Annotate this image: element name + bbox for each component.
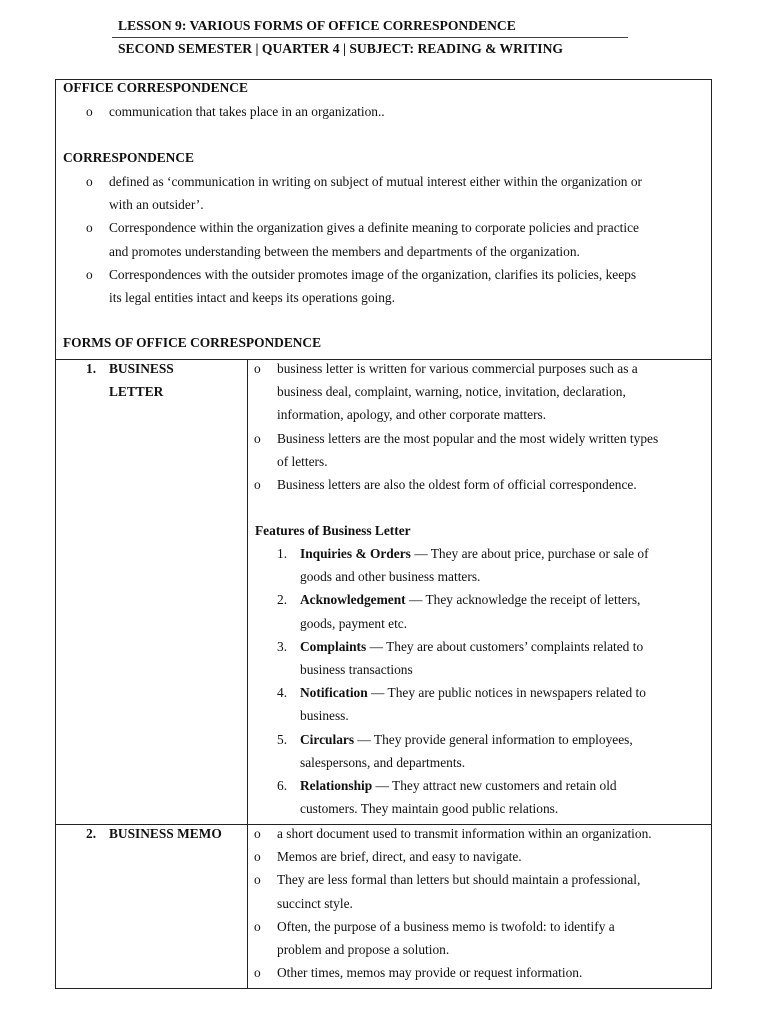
feature-desc: — They acknowledge the receipt of letters, bbox=[405, 592, 641, 608]
lesson-subtitle: SECOND SEMESTER | QUARTER 4 | SUBJECT: READING & WRITING bbox=[118, 41, 563, 56]
feature-line bbox=[300, 681, 646, 704]
table-row bbox=[55, 359, 712, 825]
bullet-marker: o bbox=[86, 174, 93, 189]
row-number: 2. bbox=[86, 826, 97, 841]
forms-heading: FORMS OF OFFICE CORRESPONDENCE bbox=[63, 335, 322, 350]
feature-desc: — They are public notices in newspapers related to bbox=[367, 685, 646, 701]
bullet-text: Memos are brief, direct, and easy to navigate. bbox=[277, 849, 522, 865]
row-label-text: BUSINESS bbox=[109, 361, 174, 376]
lesson-title: LESSON 9: VARIOUS FORMS OF OFFICE CORRESPONDENCE bbox=[118, 18, 516, 33]
bullet-text: Business letters are also the oldest form of official correspondence. bbox=[277, 477, 637, 492]
feature-desc: business transactions bbox=[300, 662, 413, 677]
row-number: 1. bbox=[86, 361, 97, 376]
bullet-text: Correspondence within the organization gives a definite meaning to corporate policies and practice bbox=[109, 220, 639, 236]
intro-section bbox=[55, 79, 712, 359]
feature-number: 2. bbox=[277, 592, 288, 608]
bullet-text: They are less formal than letters but should maintain a professional, bbox=[277, 872, 641, 888]
feature-term: Acknowledgement bbox=[300, 592, 406, 608]
bullet-text: a short document used to transmit information within an organization. bbox=[277, 826, 652, 841]
bullet-text: communication that takes place in an organization.. bbox=[109, 104, 385, 119]
header-rule bbox=[112, 37, 628, 38]
feature-term: Relationship bbox=[300, 778, 373, 793]
column-divider bbox=[247, 825, 248, 988]
feature-number: 4. bbox=[277, 685, 288, 701]
feature-term: Inquiries & Orders bbox=[300, 546, 411, 561]
bullet-text: problem and propose a solution. bbox=[277, 942, 450, 957]
bullet-marker: o bbox=[254, 872, 261, 888]
feature-number: 1. bbox=[277, 546, 288, 561]
feature-desc: goods, payment etc. bbox=[300, 615, 408, 631]
feature-desc: — They provide general information to employees, bbox=[354, 731, 633, 747]
feature-desc: salespersons, and departments. bbox=[300, 754, 466, 770]
feature-term: Complaints bbox=[300, 638, 367, 654]
table-row bbox=[55, 825, 712, 989]
feature-desc: business. bbox=[300, 708, 349, 724]
column-divider bbox=[247, 360, 248, 824]
feature-term: Notification bbox=[300, 685, 368, 701]
feature-line bbox=[300, 542, 649, 565]
office-correspondence-heading: OFFICE CORRESPONDENCE bbox=[63, 80, 248, 95]
correspondence-heading: CORRESPONDENCE bbox=[63, 150, 194, 165]
bullet-text: with an outsider’. bbox=[109, 197, 204, 213]
bullet-marker: o bbox=[86, 104, 93, 119]
bullet-text: Correspondences with the outsider promotes image of the organization, clarifies its policies, keeps bbox=[109, 266, 637, 282]
bullet-text: and promotes understanding between the members and departments of the organization. bbox=[109, 243, 580, 259]
bullet-marker: o bbox=[86, 220, 93, 236]
feature-number: 3. bbox=[277, 638, 288, 654]
features-title: Features of Business Letter bbox=[255, 523, 411, 538]
feature-line bbox=[300, 635, 643, 658]
bullet-marker: o bbox=[254, 849, 261, 865]
feature-desc: — They are about price, purchase or sale of bbox=[410, 546, 649, 561]
bullet-text: Often, the purpose of a business memo is twofold: to identify a bbox=[277, 918, 615, 934]
bullet-marker: o bbox=[254, 918, 261, 934]
bullet-text: its legal entities intact and keeps its operations going. bbox=[109, 290, 395, 305]
feature-number: 6. bbox=[277, 778, 288, 793]
feature-number: 5. bbox=[277, 731, 288, 747]
feature-line bbox=[300, 588, 640, 611]
feature-line bbox=[300, 728, 633, 751]
bullet-text: information, apology, and other corporate matters. bbox=[277, 407, 547, 423]
bullet-marker: o bbox=[254, 965, 261, 981]
row-label-text: BUSINESS MEMO bbox=[109, 826, 222, 841]
bullet-marker: o bbox=[254, 361, 261, 376]
bullet-marker: o bbox=[254, 826, 261, 841]
bullet-marker: o bbox=[254, 430, 261, 446]
bullet-text: defined as ‘communication in writing on subject of mutual interest either within the organization or bbox=[109, 174, 643, 189]
feature-term: Circulars bbox=[300, 731, 355, 747]
feature-desc: goods and other business matters. bbox=[300, 569, 481, 585]
row-label-text: LETTER bbox=[109, 384, 164, 400]
bullet-text: Other times, memos may provide or request information. bbox=[277, 965, 583, 981]
feature-desc: customers. They maintain good public relations. bbox=[300, 801, 559, 817]
feature-desc: — They are about customers’ complaints related to bbox=[366, 638, 644, 654]
bullet-text: of letters. bbox=[277, 453, 328, 469]
feature-line bbox=[300, 774, 617, 797]
bullet-marker: o bbox=[254, 477, 261, 492]
bullet-text: business deal, complaint, warning, notice, invitation, declaration, bbox=[277, 384, 626, 400]
bullet-text: succinct style. bbox=[277, 895, 353, 911]
bullet-marker: o bbox=[86, 266, 93, 282]
bullet-text: Business letters are the most popular and the most widely written types bbox=[277, 430, 659, 446]
bullet-text: business letter is written for various commercial purposes such as a bbox=[277, 361, 638, 376]
feature-desc: — They attract new customers and retain old bbox=[372, 778, 617, 793]
